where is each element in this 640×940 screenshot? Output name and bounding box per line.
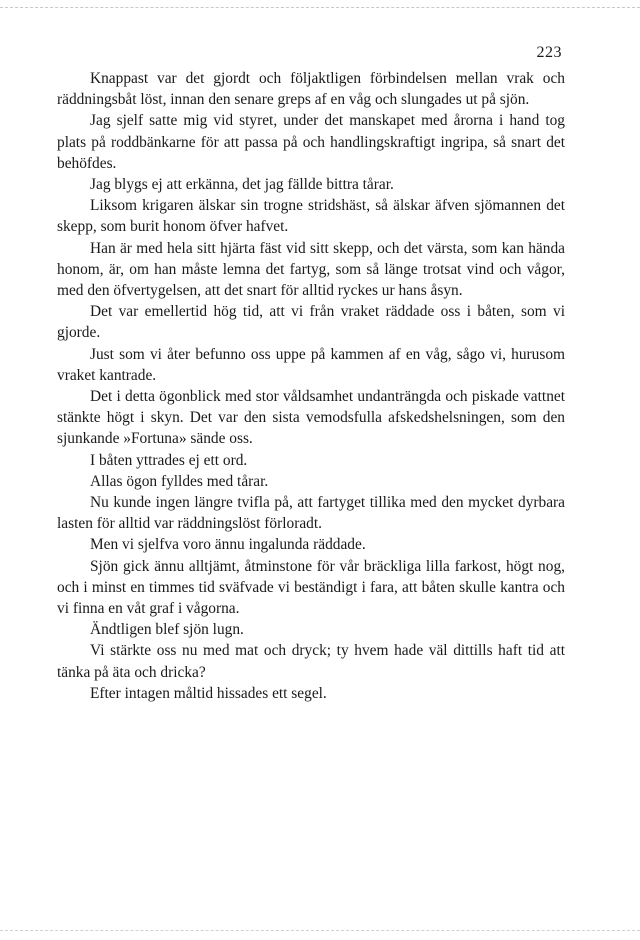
paragraph: Nu kunde ingen längre tvifla på, att fartyget tillika med den mycket dyrbara lasten för alltid var räddningslöst förloradt.	[57, 494, 565, 533]
paragraph: Vi stärkte oss nu med mat och dryck; ty hvem hade väl dittills haft tid att tänka på äta och dricka?	[57, 642, 565, 681]
paragraph: Jag blygs ej att erkänna, det jag fällde bittra tårar.	[90, 176, 394, 194]
paragraph: Knappast var det gjordt och följaktligen förbindelsen mellan vrak och räddningsbåt löst, innan den senare greps af en våg och slungades ut på sjön.	[57, 70, 565, 109]
paragraph: Det i detta ögonblick med stor våldsamhet undanträngda och piskade vattnet stänkte högt i skyn. Det var den sista vemodsfulla afskedshelsningen, som den sjunkande »Fortuna» sände oss.	[57, 388, 565, 448]
bottom-edge-rule	[0, 930, 640, 931]
paragraph: Han är med hela sitt hjärta fäst vid sitt skepp, och det värsta, som kan hända honom, är, om han måste lemna det fartyg, som så länge trotsat vind och vågor, med den öfvertygelsen, att det snart för alltid ryckes ur hans åsyn.	[57, 239, 565, 300]
paragraph: Just som vi åter befunno oss uppe på kammen af en våg, sågo vi, hurusom vraket kantrade.	[57, 345, 565, 384]
paragraph: Efter intagen måltid hissades ett segel.	[90, 684, 327, 702]
body-text	[57, 68, 565, 704]
paragraph: I båten yttrades ej ett ord.	[90, 451, 248, 469]
paragraph: Liksom krigaren älskar sin trogne stridshäst, så älskar äfven sjömannen det skepp, som burit honom öfver hafvet.	[57, 197, 565, 236]
paragraph: Allas ögon fylldes med tårar.	[90, 472, 269, 490]
top-edge-rule	[0, 7, 640, 8]
page-number: 223	[536, 44, 562, 61]
paragraph: Men vi sjelfva voro ännu ingalunda räddade.	[90, 536, 366, 554]
paragraph: Ändtligen blef sjön lugn.	[90, 621, 244, 639]
paragraph: Det var emellertid hög tid, att vi från vraket räddade oss i båten, som vi gjorde.	[57, 303, 565, 342]
paragraph: Jag sjelf satte mig vid styret, under det manskapet med årorna i hand tog plats på roddbänkarne för att passa på och handlingskraftigt ingripa, så snart det behöfdes.	[57, 112, 565, 172]
paragraph: Sjön gick ännu alltjämt, åtminstone för vår bräckliga lilla farkost, högt nog, och i minst en timmes tid sväfvade vi beständigt i fara, att båten skulle kantra och vi finna en våt graf i vågorna.	[57, 557, 565, 618]
